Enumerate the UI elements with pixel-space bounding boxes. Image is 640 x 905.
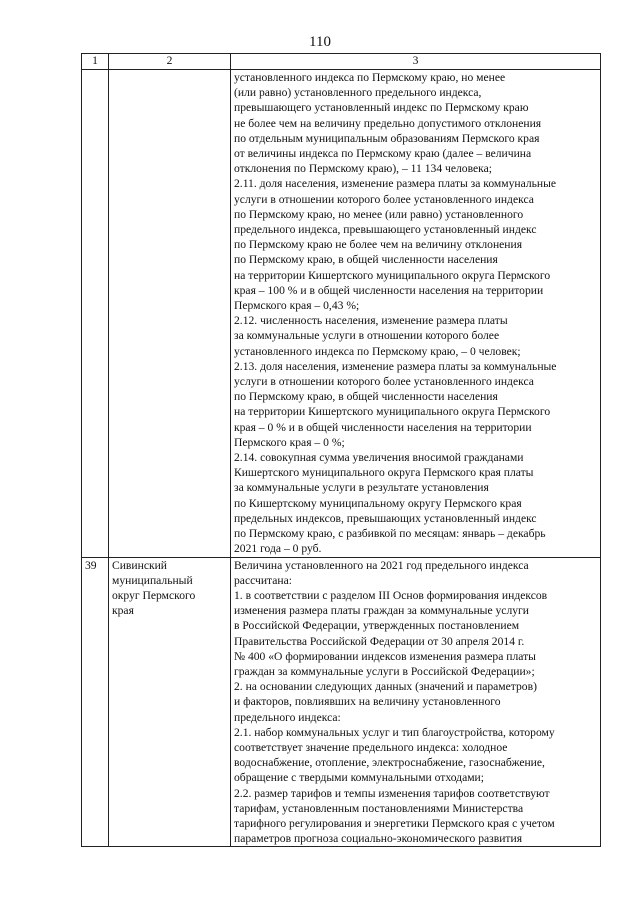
text-line: превышающего установленный индекс по Пермскому краю [234,101,529,115]
text-line: 2.11. доля населения, изменение размера платы за коммунальные [234,177,557,191]
text-line: граждан за коммунальные услуги в Российской Федерации»; [234,664,535,678]
text-line: на территории Кишертского муниципального округа Пермского [234,268,551,282]
text-line: 1. в соответствии с разделом III Основ формирования индексов [234,588,548,602]
text-line: Кишертского муниципального округа Пермского края платы [234,466,534,480]
municipality-cell [109,557,231,847]
text-line: Пермского края – 0,43 %; [234,299,360,313]
tariff-index-table [81,53,601,847]
row-number-cell [82,70,109,558]
text-line: за коммунальные услуги в результате установления [234,481,489,495]
text-line: края – 100 % и в общей численности населения на территории [234,283,544,297]
text-line: от величины индекса по Пермскому краю (далее – величина [234,147,532,161]
table-row [82,557,601,847]
text-line: по Пермскому краю, но менее (или равно) установленного [234,207,524,221]
description-cell [231,70,601,558]
text-line: по Пермскому краю, с разбивкой по месяцам: январь – декабрь [234,527,546,541]
text-line: предельного индекса, превышающего установленный индекс [234,223,537,237]
table-row [82,70,601,558]
text-line: 2. на основании следующих данных (значений и параметров) [234,680,537,694]
text-line: по Пермскому краю, в общей численности населения [234,390,498,404]
text-line: рассчитана: [234,573,292,587]
text-line: края – 0 % и в общей численности населения на территории [234,420,532,434]
text-line: изменения размера платы граждан за коммунальные услуги [234,604,529,618]
text-line: за коммунальные услуги в отношении которого более [234,329,500,343]
text-line: Сивинский [112,558,168,572]
text-line: по Пермскому краю, в общей численности населения [234,253,498,267]
text-line: 2.1. набор коммунальных услуг и тип благоустройства, которому [234,725,555,739]
text-line: 2.2. размер тарифов и темпы изменения тарифов соответствуют [234,786,550,800]
text-line: Правительства Российской Федерации от 30 апреля 2014 г. [234,634,525,648]
page-number: 110 [309,34,331,50]
text-line: по Пермскому краю не более чем на величину отклонения [234,238,523,252]
text-line: (или равно) установленного предельного индекса, [234,86,482,100]
text-line: Пермского края – 0 %; [234,435,345,449]
text-line: края [112,604,134,618]
text-line: параметров прогноза социально-экономического развития [234,832,523,846]
text-line: и факторов, повлиявших на величину установленного [234,695,501,709]
text-line: тарифам, установленным постановлениями Министерства [234,801,524,815]
text-line: соответствует значение предельного индекса: холодное [234,740,508,754]
text-line: тарифного регулирования и энергетики Пермского края с учетом [234,816,555,830]
text-line: не более чем на величину предельно допустимого отклонения [234,116,542,130]
text-line: услуги в отношении которого более установленного индекса [234,192,534,206]
text-line: установленного индекса по Пермскому краю, – 0 человек; [234,344,521,358]
municipality-cell [109,70,231,558]
text-line: муниципальный [112,573,193,587]
table-header-row [82,54,601,70]
text-line: предельного индекса: [234,710,341,724]
text-line: Величина установленного на 2021 год предельного индекса [234,558,529,572]
text-line: 2021 года – 0 руб. [234,542,322,556]
row-number-cell: 39 [82,557,109,847]
text-line: округ Пермского [112,588,196,602]
header-cell-1: 1 [82,54,109,70]
text-line: обращение с твердыми коммунальными отходами; [234,771,484,785]
description-cell [231,557,601,847]
text-line: в Российской Федерации, утвержденных постановлением [234,619,520,633]
header-cell-2: 2 [109,54,231,70]
text-line: отклонения по Пермскому краю), – 11 134 человека; [234,162,492,176]
text-line: 2.14. совокупная сумма увеличения вносимой гражданами [234,451,524,465]
text-line: водоснабжение, отопление, электроснабжение, газоснабжение, [234,756,545,770]
text-line: по отдельным муниципальным образованиям Пермского края [234,131,540,145]
text-line: по Кишертскому муниципальному округу Пермского края [234,496,522,510]
text-line: установленного индекса по Пермскому краю, но менее [234,71,506,84]
header-cell-3: 3 [231,54,601,70]
text-line: на территории Кишертского муниципального округа Пермского [234,405,551,419]
text-line: 2.12. численность населения, изменение размера платы [234,314,508,328]
text-line: предельных индексов, превышающих установленный индекс [234,511,537,525]
text-line: 2.13. доля населения, изменение размера платы за коммунальные [234,359,557,373]
text-line: услуги в отношении которого более установленного индекса [234,375,534,389]
text-line: № 400 «О формировании индексов изменения размера платы [234,649,536,663]
